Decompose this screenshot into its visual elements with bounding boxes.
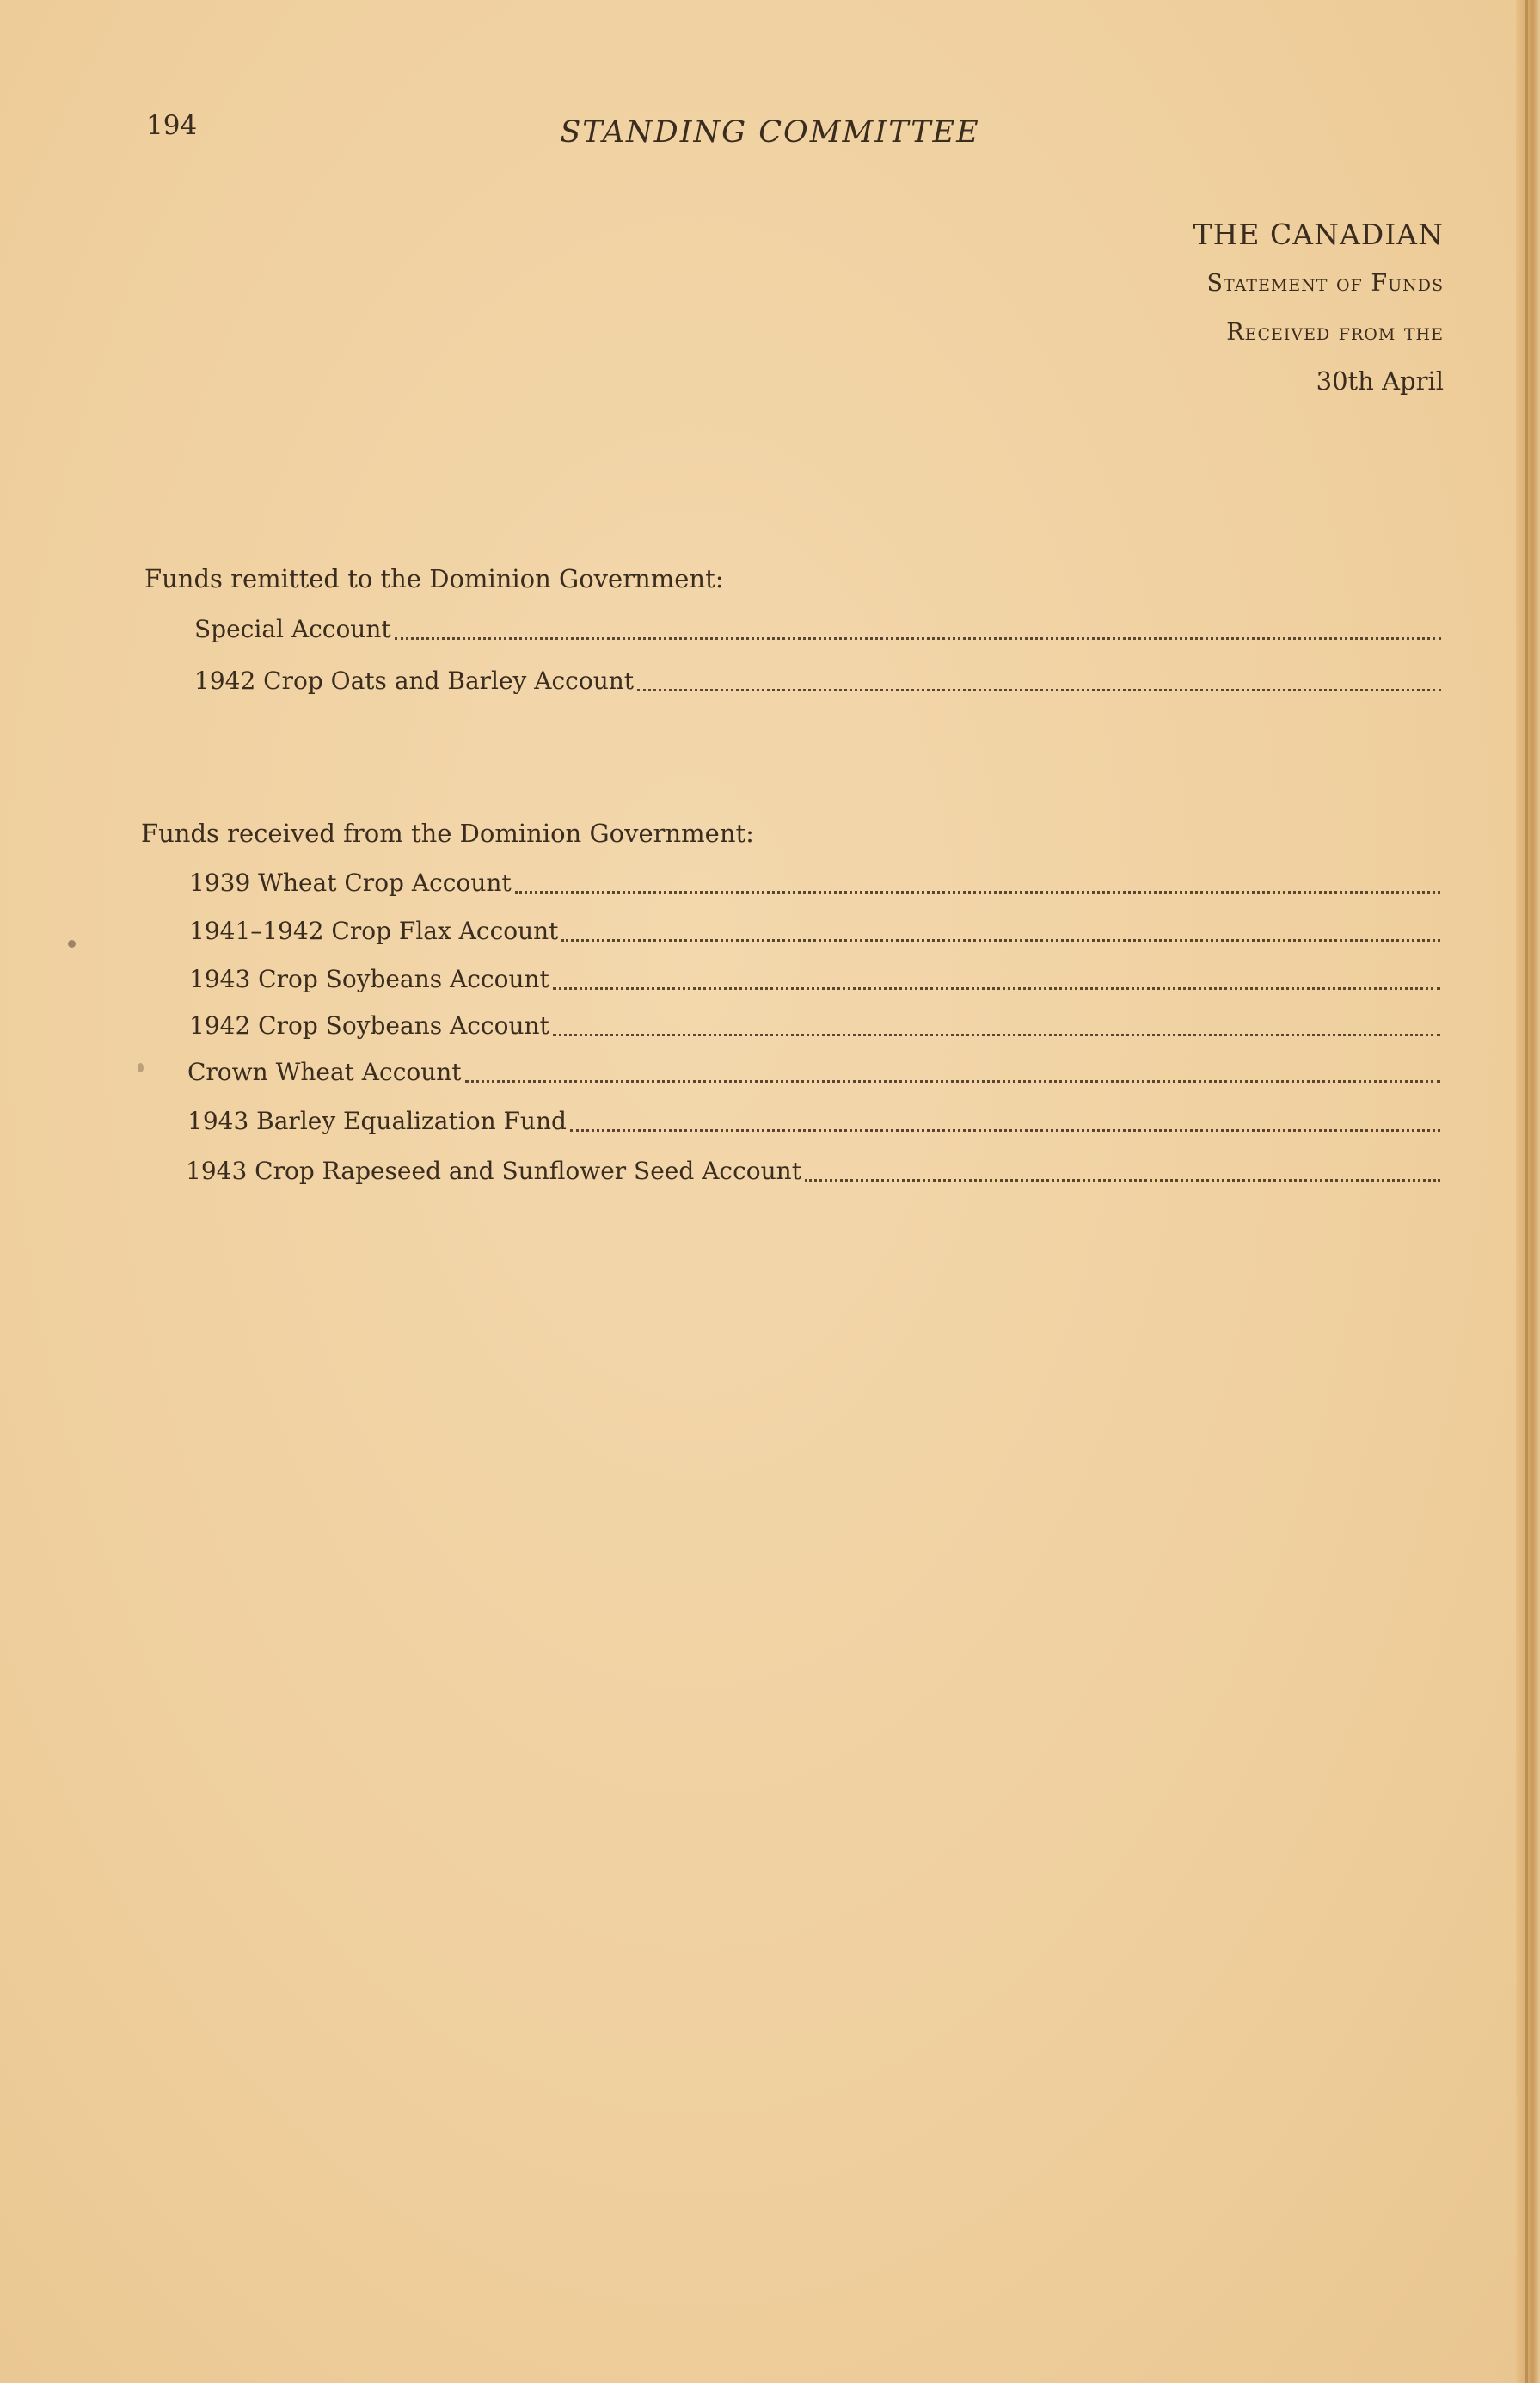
entry-label: 1942 Crop Soybeans Account	[189, 1011, 549, 1040]
list-item	[189, 917, 1440, 951]
title-line-organization: THE CANADIAN	[1193, 218, 1444, 251]
entry-label: Crown Wheat Account	[187, 1058, 462, 1086]
running-head: STANDING COMMITTEE	[560, 115, 980, 150]
paper-speck	[138, 1063, 144, 1072]
entry-label: 1943 Barley Equalization Fund	[187, 1107, 567, 1135]
dot-leader	[465, 1080, 1440, 1083]
list-item	[187, 1058, 1440, 1092]
list-item	[186, 1157, 1440, 1191]
dot-leader	[553, 987, 1440, 990]
list-item	[189, 965, 1440, 999]
list-item	[189, 1011, 1440, 1046]
binding-shadow-line	[1525, 0, 1528, 2383]
entry-label: 1943 Crop Rapeseed and Sunflower Seed Account	[186, 1157, 801, 1185]
entry-label: 1943 Crop Soybeans Account	[189, 965, 549, 993]
list-item	[194, 666, 1441, 701]
section-heading-remitted: Funds remitted to the Dominion Government:	[144, 564, 724, 593]
dot-leader	[515, 891, 1440, 894]
entry-label: 1942 Crop Oats and Barley Account	[194, 666, 635, 695]
book-binding-edge	[1516, 0, 1540, 2383]
title-line-received: Received from the	[1226, 319, 1444, 346]
title-line-date: 30th April	[1316, 366, 1444, 396]
dot-leader	[553, 1034, 1440, 1036]
dot-leader	[561, 939, 1440, 942]
statement-title-block	[1193, 210, 1444, 406]
list-item	[189, 869, 1440, 903]
paper-speck	[68, 940, 76, 948]
entry-label: 1939 Wheat Crop Account	[189, 869, 512, 897]
dot-leader	[570, 1129, 1440, 1132]
list-item	[187, 1107, 1440, 1141]
list-item	[194, 615, 1441, 649]
dot-leader	[395, 637, 1441, 640]
section-heading-received: Funds received from the Dominion Government:	[141, 819, 754, 848]
entry-label: Special Account	[194, 615, 391, 643]
title-line-statement: Statement of Funds	[1206, 270, 1444, 297]
page-number: 194	[146, 110, 198, 141]
entry-label: 1941–1942 Crop Flax Account	[189, 917, 559, 945]
dot-leader	[805, 1179, 1440, 1182]
dot-leader	[637, 689, 1441, 691]
